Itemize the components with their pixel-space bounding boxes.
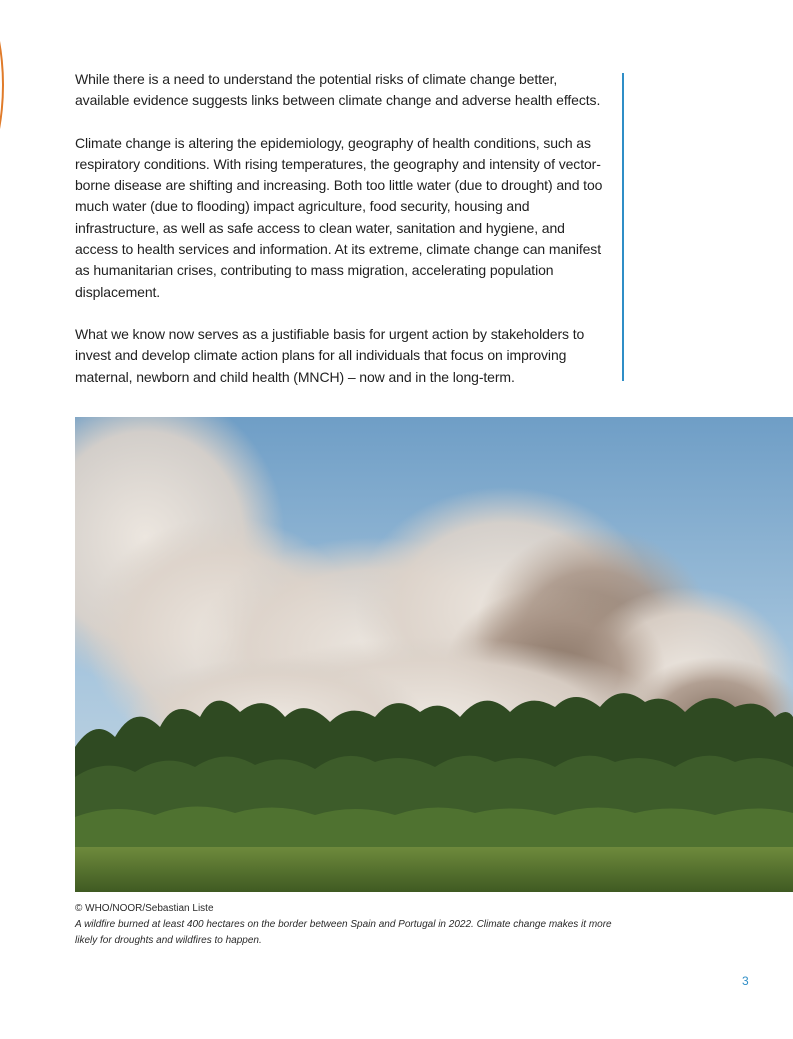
photo-caption: [75, 901, 615, 949]
page-number: 3: [742, 974, 749, 988]
body-text: [75, 69, 610, 409]
photo-description: A wildfire burned at least 400 hectares on the border between Spain and Portugal in 2022. Climate change makes it more likely for droughts and wildfires to happen.: [75, 919, 612, 946]
paragraph-evidence: While there is a need to understand the potential risks of climate change better, available evidence suggests links between climate change and adverse health effects.: [75, 71, 601, 109]
photo-credit: © WHO/NOOR/Sebastian Liste: [75, 903, 214, 914]
paragraph-climate-impacts: Climate change is altering the epidemiology, geography of health conditions, such as respiratory conditions. With rising temperatures, the geography and intensity of vector-borne disease are shifting and increasing. Both too little water (due to drought) and too much water (due to flooding) impact agriculture, food security, housing and infrastructure, as well as safe access to clean water, sanitation and hygiene, and access to health services and information. At its extreme, climate change can manifest as humanitarian crises, contributing to mass migration, accelerating population displacement.: [75, 134, 603, 300]
wildfire-photo: [75, 417, 793, 892]
side-rule: [622, 73, 624, 381]
edge-accent-arc: [0, 0, 4, 205]
paragraph-call-to-action: What we know now serves as a justifiable basis for urgent action by stakeholders to invest and develop climate action plans for all individuals that focus on improving maternal, newborn and child health (MNCH) – now and in the long-term.: [75, 325, 585, 385]
